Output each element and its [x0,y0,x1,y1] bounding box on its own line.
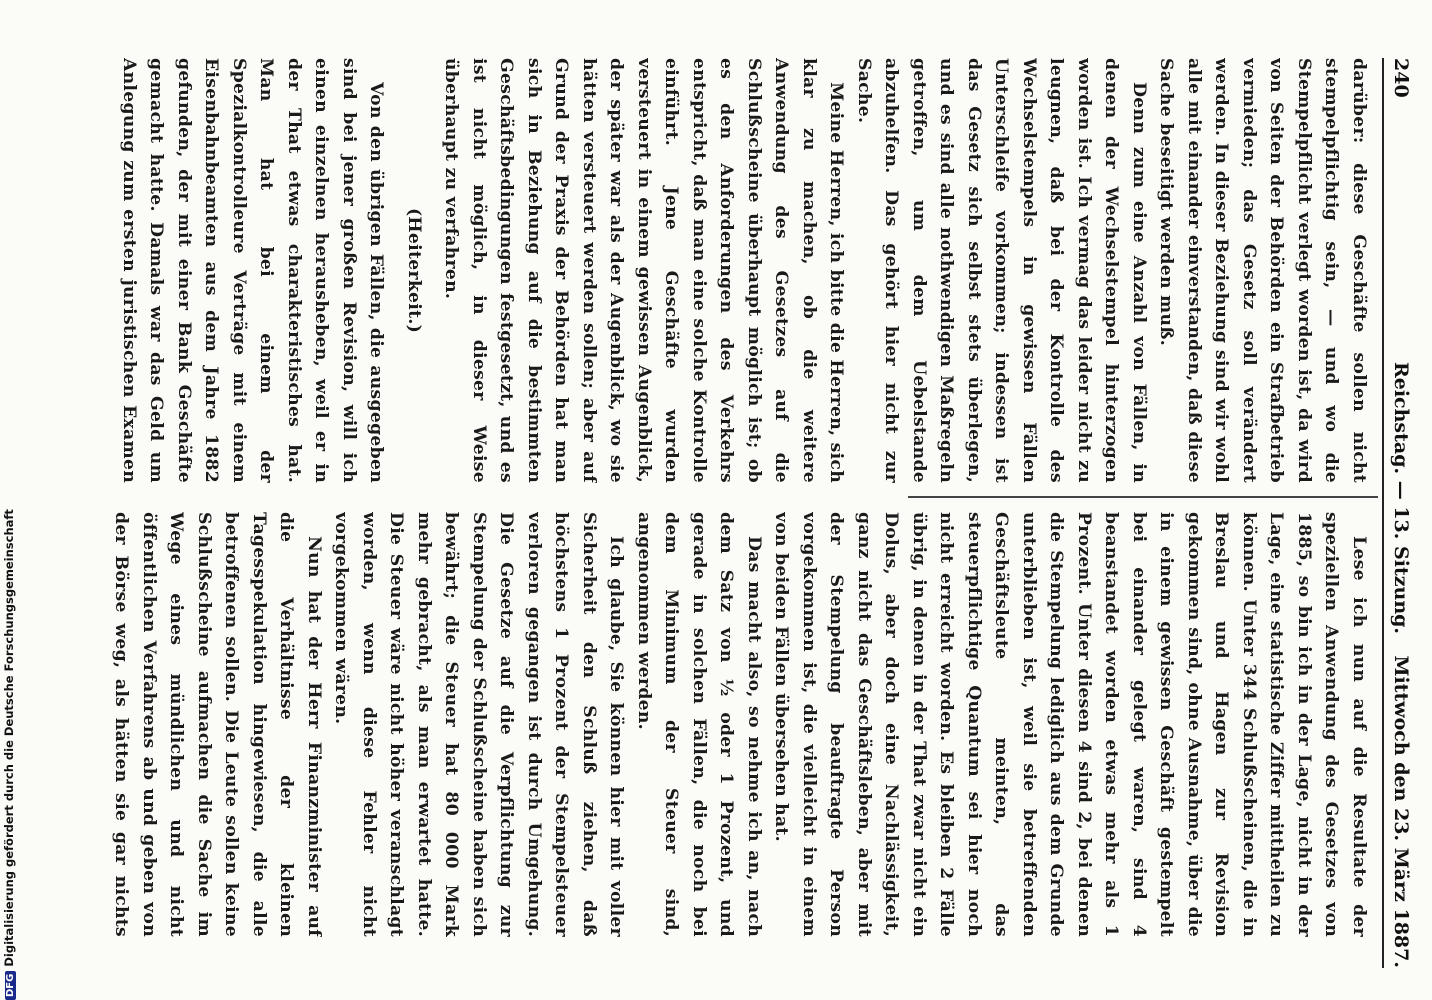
paragraph: Von den übrigen Fällen, die ausgegeben sind bei jener großen Revision, will ich einen einzelnen herausheben, weil er in der That etwas charakteristisches hat. Man hat bei einem der Spezialkontrolleure Verträge mit einem Eisenbahnbeamten aus dem Jahre 1882 gefunden, der mit einer Bank Geschäfte gemacht hatte. Damals war das Geld um Anlegung zum ersten juristischen Examen [119,58,387,483]
header-rule [1382,58,1384,968]
interjection: (Heiterkeit.) [404,207,424,334]
column-divider [908,496,1378,498]
page-date: Mittwoch den 23. März 1887. [1390,655,1412,968]
footer-text: Digitalisierung gefördert durch die Deutsche Forschungsgemeinschaft [2,509,16,967]
paragraph: Denn zum eine Anzahl von Fällen, in denen der Wechselstempel hinterzogen worden ist. Ich vermag das leider nicht zu leugnen, daß bei der Kontrolle des Wechselstempels in gewissen Fällen Unterschleife vorkommen; indessen ist das Gesetz sich selbst stets überlegen, und es sind alle nothwendigen Maßregeln getroffen, um dem Uebelstande abzuhelfen. Das gehört hier nicht zur Sache. [854,58,1149,483]
paragraph: Ich glaube, Sie können hier mit voller Sicherheit den Schluß ziehen, daß höchstens 1 Prozent der Stempelsteuer verloren gegangen ist durch Umgehung. Die Gesetze auf die Verpflichtung zur Stempelung der Schlußscheine haben sich bewährt; die Steuer hat 80 000 Mark mehr gebracht, als man erwartet hatte. Die Steuer wäre nicht höher veranschlagt worden, wenn diese Fehler nicht vorgekommen wären. [331,512,627,937]
paragraph: darüber: diese Geschäfte sollen nicht stempelpflichtig sein, — und wo die Stempelpflicht verlegt worden ist, da wird von Seiten der Behörden ein Strafbetrieb vermieden; das Gesetz soll verändert werden. In dieser Beziehung sind wir wohl alle mit einander einverstanden, daß diese Sache beseitigt werden muß. [1156,58,1369,483]
page-number: 240 [1390,58,1412,98]
paragraph: Lese ich nun auf die Resultate der speziellen Anwendung des Gesetzes von 1885, so bin ich in der Lage, nicht in der Lage, eine statistische Ziffer mittheilen zu können. Unter 344 Schlußscheinen, die in Breslau und Hagen zur Revision gekommen sind, ohne Ausnahme, über die in einem gewissen Geschäft gestempelt bei einander gelegt waren, sind 4 beanstandet worden etwas mehr als 1 Prozent. Unter diesen 4 sind 2, bei denen die Stempelung lediglich aus dem Grunde unterblieben ist, weil sie betreffenden Geschäftsleute meinten, das steuerpflichtige Quantum sei hier noch nicht erreicht worden. Es bleiben 2 Fälle übrig, in denen in der That zwar nicht ein Dolus, aber doch eine Nachlässigkeit, ganz nicht das Geschäftsleben, aber mit der Stempelung beauftragte Person vorgekommen ist, die vielleicht in einem von beiden Fällen übersehen hat. [771,512,1369,937]
paragraph: Das macht also, so nehme ich an, nach dem Satz von ½ oder 1 Prozent, und gerade in solchen Fällen, die noch bei dem Minimum der Steuer sind, angenommen werden. [634,512,764,937]
left-column [112,58,1372,483]
page-title: Reichstag. — 13. Sitzung. [1390,361,1412,635]
paragraph: Meine Herren, ich bitte die Herren, sich klar zu machen, ob die weitere Anwendung des Gesetzes auf die Schlußscheine überhaupt möglich ist; ob es den Anforderungen des Verkehrs entspricht, daß man eine solche Kontrolle einführt. Jene Geschäfte wurden versteuert in einem gewissen Augenblick, der später war als der Augenblick, wo sie hätten versteuert werden sollen; aber auf Grund der Praxis der Behörden hat man sich in Beziehung auf die bestimmten Geschäftsbedingungen festgesetzt, und es ist nicht möglich, in dieser Weise überhaupt zu verfahren. [441,58,847,483]
digitization-footer [2,0,16,1000]
paragraph: Nun hat der Herr Finanzminister auf die Verhältnisse der kleinen Tagesspekulation hingewiesen, die alle betroffenen sollen. Die Leute sollen keine Schlußscheine aufmachen die Sache im Wege eines mündlichen und nicht öffentlichen Verfahrens ab und geben von der Börse weg, als hätten sie gar nichts [112,512,324,937]
right-column [112,512,1372,937]
dfg-logo: DFG [5,971,16,1000]
page-header [1380,58,1420,968]
